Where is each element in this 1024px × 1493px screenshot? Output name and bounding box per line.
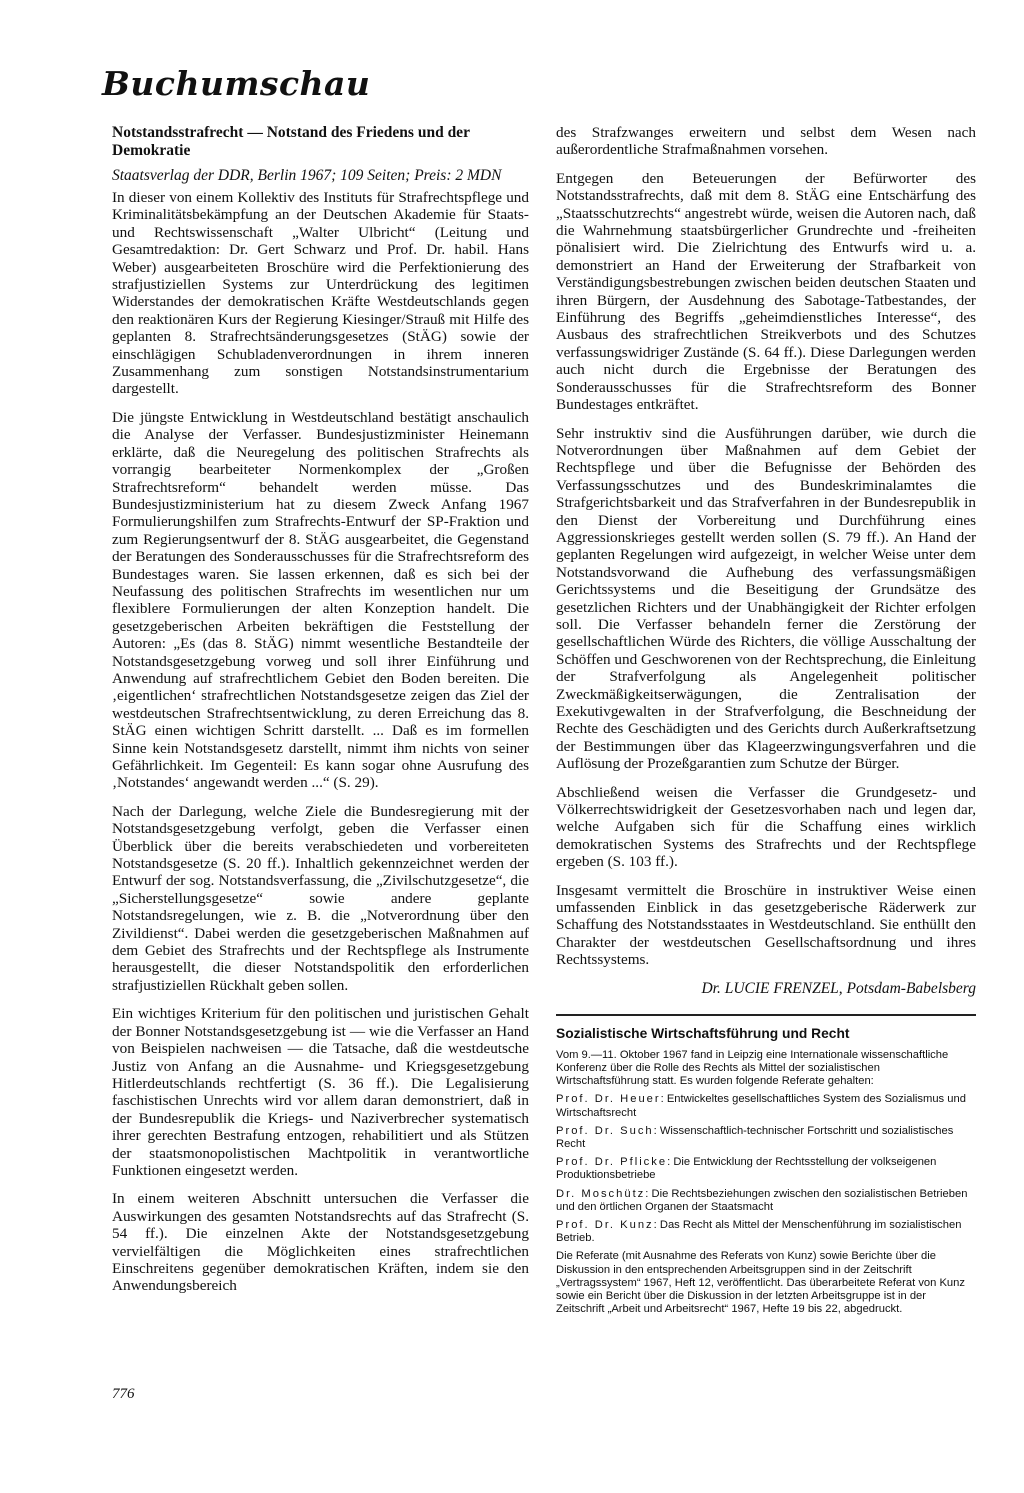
talk-speaker: Prof. Dr. Such [556,1124,654,1137]
talk-topic: Die Rechtsbeziehungen zwischen den sozialistischen Betrieben und den örtlichen Organen der Staatsmacht [556,1187,968,1213]
review-paragraph: Insgesamt vermittelt die Broschüre in instruktiver Weise einen umfassenden Einblick in das gesetzgeberische Räderwerk zur Schaffung des Notstandsstaates in Westdeutschland. Sie enthüllt den Charakter der westdeutschen Gesellschaftsordnung und ihres Rechtssystems. [556,881,976,969]
talk-topic: Das Recht als Mittel der Menschenführung im sozialistischen Betrieb. [556,1218,962,1245]
review-paragraph: des Strafzwanges erweitern und selbst dem Wesen nach außerordentliche Strafmaßnahmen vorsehen. [556,124,976,159]
review-paragraph: Die jüngste Entwicklung in Westdeutschland bestätigt anschaulich die Analyse der Verfasser. Bundesjustizminister Heinemann erklärte, daß die Neuregelung des politischen Strafrechts als vorrangig bearbeiteter Normenkomplex der „Großen Strafrechtsreform“ behandelt werden müsse. Das Bundesjustizministerium hat zu diesem Zweck Anfang 1967 Formulierungshilfen zum Strafrechts-Entwurf der SP-Fraktion und zum Regierungsentwurf der 8. StÄG ausgearbeitet, die Gegenstand der Beratungen des Sonderausschusses für die Strafrechtsreform des Bundestages waren. Sie lassen erkennen, daß es sich bei der Neufassung des politischen Strafrechts im wesentlichen nur um flexiblere Formulierungen der alten Konzeption handelt. Die gesetzgeberischen Arbeiten bekräftigen die Feststellung der Autoren: „Es (das 8. StÄG) nimmt wesentliche Bestandteile der Notstandsgesetzgebung vorweg und soll ihrer Einführung und Anwendung auf strafrechtlichem Gebiet den Boden bereiten. Die ‚eigentlichen‘ strafrechtlichen Notstandsgesetze zeigen das Ziel der westdeutschen Strafrechtsentwicklung, zu deren Erreichung das 8. StÄG einen wichtigen Schritt darstellt. ... Daß es im formellen Sinne kein Notstandsgesetz darstellt, nimmt ihm nichts von seiner Gefährlichkeit. Im Gegenteil: Es kann sogar ohne Ausrufung des ‚Notstandes‘ angewandt werden ...“ (S. 29). [112,408,529,792]
talk-item: Prof. Dr. Kunz: Das Recht als Mittel der Menschenführung im sozialistischen Betrieb. [556,1218,962,1245]
review-paragraph: In einem weiteren Abschnitt untersuchen die Verfasser die Auswirkungen des gesamten Notstandsrechts auf das Strafrecht (S. 54 ff.). Die einzelnen Akte der Notstandsgesetzgebung vervielfältigen die Möglichkeiten eines strafrechtlichen Einschreitens gegenüber demokratischen Kräften, indem sie den Anwendungsbereich [112,1190,529,1295]
talk-speaker: Dr. Moschütz [556,1187,646,1200]
publication-info: Staatsverlag der DDR, Berlin 1967; 109 Seiten; Preis: 2 MDN [112,167,502,184]
page-number: 776 [112,1386,135,1402]
talk-topic: Wissenschaftlich-technischer Fortschritt und sozialistisches Recht [556,1124,954,1150]
talk-speaker: Prof. Dr. Heuer [556,1093,661,1106]
talk-item: Prof. Dr. Heuer: Entwickeltes gesellschaftliches System des Sozialismus und Wirtschaftsrecht [556,1093,966,1119]
review-paragraph: Entgegen den Beteuerungen der Befürworter des Notstandsstrafrechts, daß mit dem 8. StÄG eine Entschärfung des „Staatsschutzrechts“ angestrebt würde, weisen die Autoren nach, daß die Wahrnehmung staatsbürgerlicher Grundrechte und -freiheiten pönalisiert wird. Die Zielrichtung des Entwurfs wird u. a. demonstriert an Hand der Erweiterung der Strafbarkeit von Verständigungsbestrebungen zwischen beiden deutschen Staaten und ihren Bürgern, der Ausdehnung des Sabotage-Tatbestandes, der Einführung des Begriffs „geheimdienstliches Interesse“, des Ausbaus des strafrechtlichen Streikverbots und des Schutzes verfassungswidriger Zustände (S. 64 ff.). Diese Darlegungen werden auch nicht durch die Ergebnisse der Beratungen des Sonderausschusses für die Strafrechtsreform des Bonner Bundestages entkräftet. [556,169,976,414]
notice-title: Sozialistische Wirtschaftsführung und Recht [556,1025,850,1041]
talk-topic: Die Entwicklung der Rechtsstellung der volkseigenen Produktionsbetriebe [556,1156,937,1182]
review-title: Notstandsstrafrecht — Notstand des Friedens und der Demokratie [112,124,470,159]
review-paragraph: In dieser von einem Kollektiv des Instituts für Strafrechtspflege und Kriminalitätsbekämpfung an der Deutschen Akademie für Staats- und Rechtswissenschaft „Walter Ulbricht“ (Leitung und Gesamtredaktion: Dr. Gert Schwarz und Prof. Dr. habil. Hans Weber) ausgearbeiteten Broschüre wird die Perfektionierung des strafjustiziellen Systems zur Unterdrückung des legitimen Widerstandes der demokratischen Kräfte Westdeutschlands gegen den reaktionären Kurs der Regierung Kiesinger/Strauß mit Hilfe des geplanten 8. Strafrechtsänderungsgesetzes (StÄG) sowie der einschlägigen Schubladenverordnungen in ihrem inneren Zusammenhang zum sonstigen Notstandsinstrumentarium dargestellt. [112,189,529,398]
review-paragraph: Abschließend weisen die Verfasser die Grundgesetz- und Völkerrechtswidrigkeit der Gesetzesvorhaben nach und legen dar, welche Aufgaben sich für die Schaffung eines wirklich demokratischen Systems des Strafrechts und der Rechtspflege ergeben (S. 103 ff.). [556,783,976,871]
section-divider [556,1014,976,1016]
talk-item: Prof. Dr. Pflicke: Die Entwicklung der Rechtsstellung der volkseigenen Produktionsbetriebe [556,1156,937,1182]
review-paragraph: Sehr instruktiv sind die Ausführungen darüber, wie durch die Notverordnungen über Maßnahmen auf dem Gebiet der Rechtspflege und über die Befugnisse der Behörden des Verfassungsschutzes und des Bundeskriminalamtes die Strafgerichtsbarkeit und das Strafverfahren in der Bundesrepublik in den Dienst der Vorbereitung und Durchführung eines Aggressionskrieges gestellt werden sollen (S. 79 ff.). An Hand der geplanten Regelungen wird aufgezeigt, in welcher Weise unter dem Notstandsvorwand die Aufhebung des verfassungsmäßigen Gerichtssystems und die Beseitigung der Grundsätze des gesetzlichen Richters und der Unabhängigkeit der Richter erfolgen soll. Die Verfasser behandeln ferner die Zerstörung der gesellschaftlichen Würde des Richters, die völlige Ausschaltung der Schöffen und Geschworenen von der Rechtsprechung, die Einleitung der Strafverfolgung als Angelegenheit politischer Zweckmäßigkeitserwägungen, die Zentralisation der Exekutivgewalten in der Strafverfolgung, die Beschneidung der Rechte des Geschädigten und des Gerichts durch Außerkraftsetzung der Bestimmungen über das Klageerzwingungsverfahren und die Auflösung der Prozeßgarantien zum Schutze der Bürger. [556,424,976,773]
right-column [556,124,976,1321]
section-masthead: Buchumschau [102,64,371,103]
review-signature: Dr. LUCIE FRENZEL, Potsdam-Babelsberg [701,979,976,997]
review-paragraph: Ein wichtiges Kriterium für den politischen und juristischen Gehalt der Bonner Notstandsgesetzgebung ist — wie die Verfasser an Hand von Beispielen nachweisen — die Tatsache, daß die westdeutsche Justiz von Anfang an die Ausnahme- und Kriegsgesetzgebung Hitlerdeutschlands rechtfertigt (S. 36 ff.). Die Legalisierung faschistischen Unrechts wird vor allem daran demonstriert, daß in der Bundesrepublik die Kriegs- und Naziverbrecher systematisch ihrer gerechten Bestrafung entzogen, rehabilitiert und als Stützen der staatsmonopolistischen Machtpolitik in verantwortliche Funktionen eingesetzt werden. [112,1005,529,1179]
left-column [112,124,529,1306]
talk-item: Prof. Dr. Such: Wissenschaftlich-technischer Fortschritt und sozialistisches Recht [556,1124,954,1150]
talk-item: Dr. Moschütz: Die Rechtsbeziehungen zwischen den sozialistischen Betrieben und den örtlichen Organen der Staatsmacht [556,1187,968,1213]
talk-topic: Entwickeltes gesellschaftliches System des Sozialismus und Wirtschaftsrecht [556,1093,966,1119]
notice-closing: Die Referate (mit Ausnahme des Referats von Kunz) sowie Berichte über die Diskussion in den entsprechenden Arbeitsgruppen sind in der Zeitschrift „Vertragssystem“ 1967, Heft 12, veröffentlicht. Das überarbeitete Referat von Kunz sowie ein Bericht über die Diskussion in der letzten Arbeitsgruppe ist in der Zeitschrift „Arbeit und Arbeitsrecht“ 1967, Hefte 19 bis 22, abgedruckt. [556,1250,965,1316]
talk-speaker: Prof. Dr. Pflicke [556,1156,668,1169]
review-paragraph: Nach der Darlegung, welche Ziele die Bundesregierung mit der Notstandsgesetzgebung verfolgt, geben die Verfasser einen Überblick über die bereits verabschiedeten und vorbereiteten Notstandsgesetze (S. 20 ff.). Inhaltlich gekennzeichnet werden der Entwurf der sog. Notstandsverfassung, die „Zivilschutzgesetze“, die „Sicherstellungsgesetze“ sowie andere geplante Notstandsregelungen, wie z. B. die „Notverordnung über den Zivildienst“. Dabei werden die gesetzgeberischen Maßnahmen auf dem Gebiet des Strafrechts und der Rechtspflege als Instrumente herausgestellt, die dieser Notstandspolitik den erforderlichen strafjustiziellen Rückhalt geben sollen. [112,802,529,994]
notice-intro: Vom 9.—11. Oktober 1967 fand in Leipzig eine Internationale wissenschaftliche Konferenz über die Rolle des Rechts als Mittel der sozialistischen Wirtschaftsführung statt. Es wurden folgende Referate gehalten: [556,1048,949,1088]
talk-speaker: Prof. Dr. Kunz [556,1218,654,1231]
